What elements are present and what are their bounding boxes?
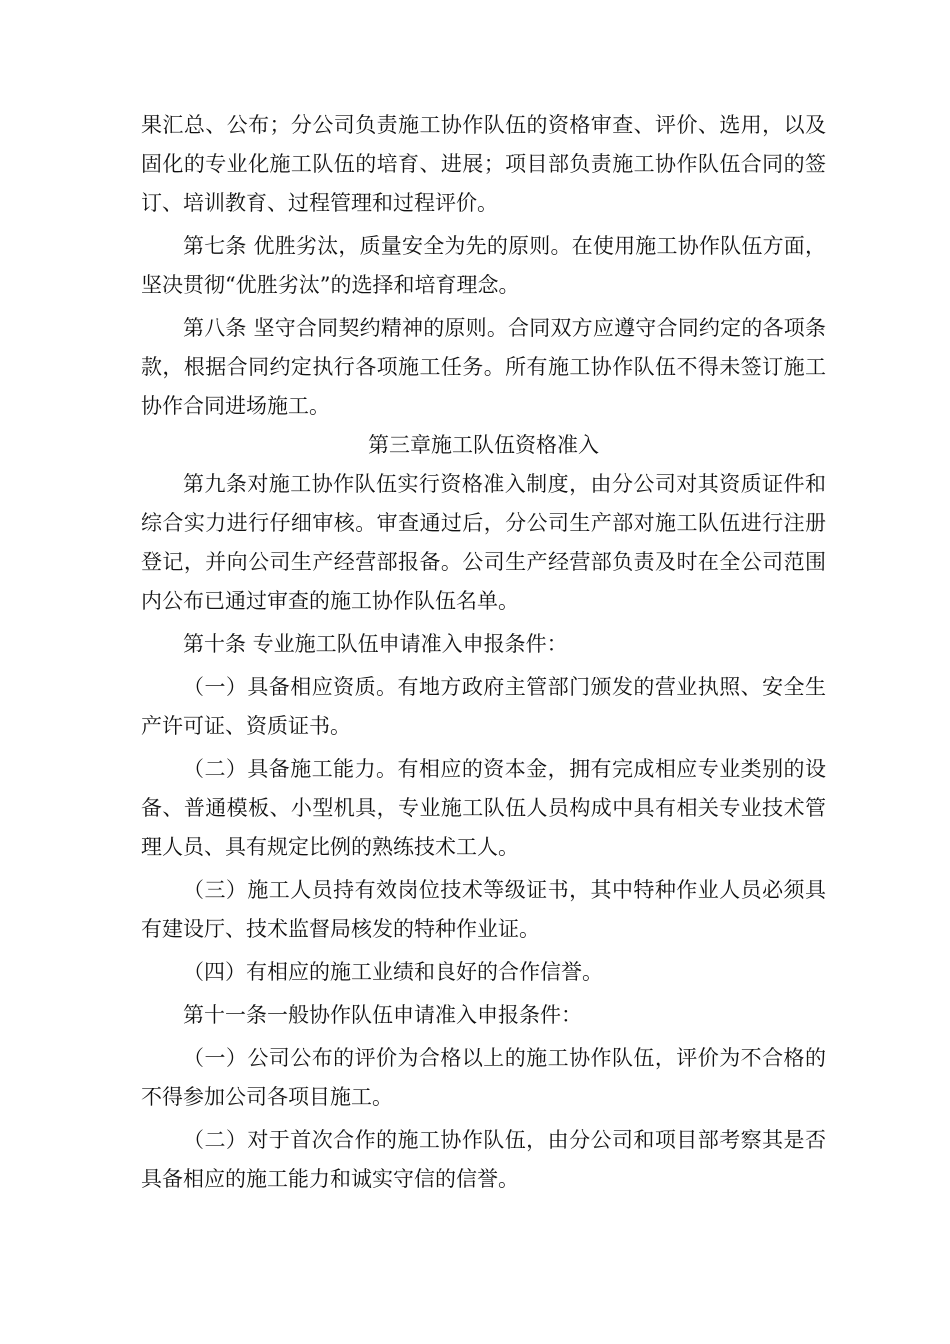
paragraph-continuation: 果汇总、公布；分公司负责施工协作队伍的资格审查、评价、选用，以及固化的专业化施工队伍的培育、进展；项目部负责施工协作队伍合同的签订、培训教育、过程管理和过程评价。 [141, 113, 826, 215]
chapter-3-heading: 第三章施工队伍资格准入 [368, 433, 599, 457]
document-body [141, 106, 826, 1199]
article-9: 第九条对施工协作队伍实行资格准入制度，由分公司对其资质证件和综合实力进行仔细审核。审查通过后，分公司生产部对施工队伍进行注册登记，并向公司生产经营部报备。公司生产经营部负责及时在全公司范围内公布已通过审查的施工协作队伍名单。 [141, 472, 826, 613]
article-11: 第十一条一般协作队伍申请准入申报条件： [183, 1003, 582, 1027]
article-11-item-2: （二）对于首次合作的施工协作队伍，由分公司和项目部考察其是否具备相应的施工能力和诚实守信的信誉。 [141, 1128, 826, 1191]
article-10-item-4: （四）有相应的施工业绩和良好的合作信誉。 [183, 960, 603, 984]
article-11-item-1: （一）公司公布的评价为合格以上的施工协作队伍，评价为不合格的不得参加公司各项目施工。 [141, 1046, 826, 1109]
article-7: 第七条 优胜劣汰，质量安全为先的原则。在使用施工协作队伍方面，坚决贯彻“优胜劣汰”的选择和培育理念。 [141, 234, 826, 297]
article-10-item-3: （三）施工人员持有效岗位技术等级证书，其中特种作业人员必须具有建设厅、技术监督局核发的特种作业证。 [141, 878, 826, 941]
article-10-item-1: （一）具备相应资质。有地方政府主管部门颁发的营业执照、安全生产许可证、资质证书。 [141, 675, 826, 738]
article-8: 第八条 坚守合同契约精神的原则。合同双方应遵守合同约定的各项条款，根据合同约定执行各项施工任务。所有施工协作队伍不得未签订施工协作合同进场施工。 [141, 316, 826, 418]
article-10: 第十条 专业施工队伍申请准入申报条件： [183, 632, 568, 656]
article-10-item-2: （二）具备施工能力。有相应的资本金，拥有完成相应专业类别的设备、普通模板、小型机具，专业施工队伍人员构成中具有相关专业技术管理人员、具有规定比例的熟练技术工人。 [141, 757, 826, 859]
